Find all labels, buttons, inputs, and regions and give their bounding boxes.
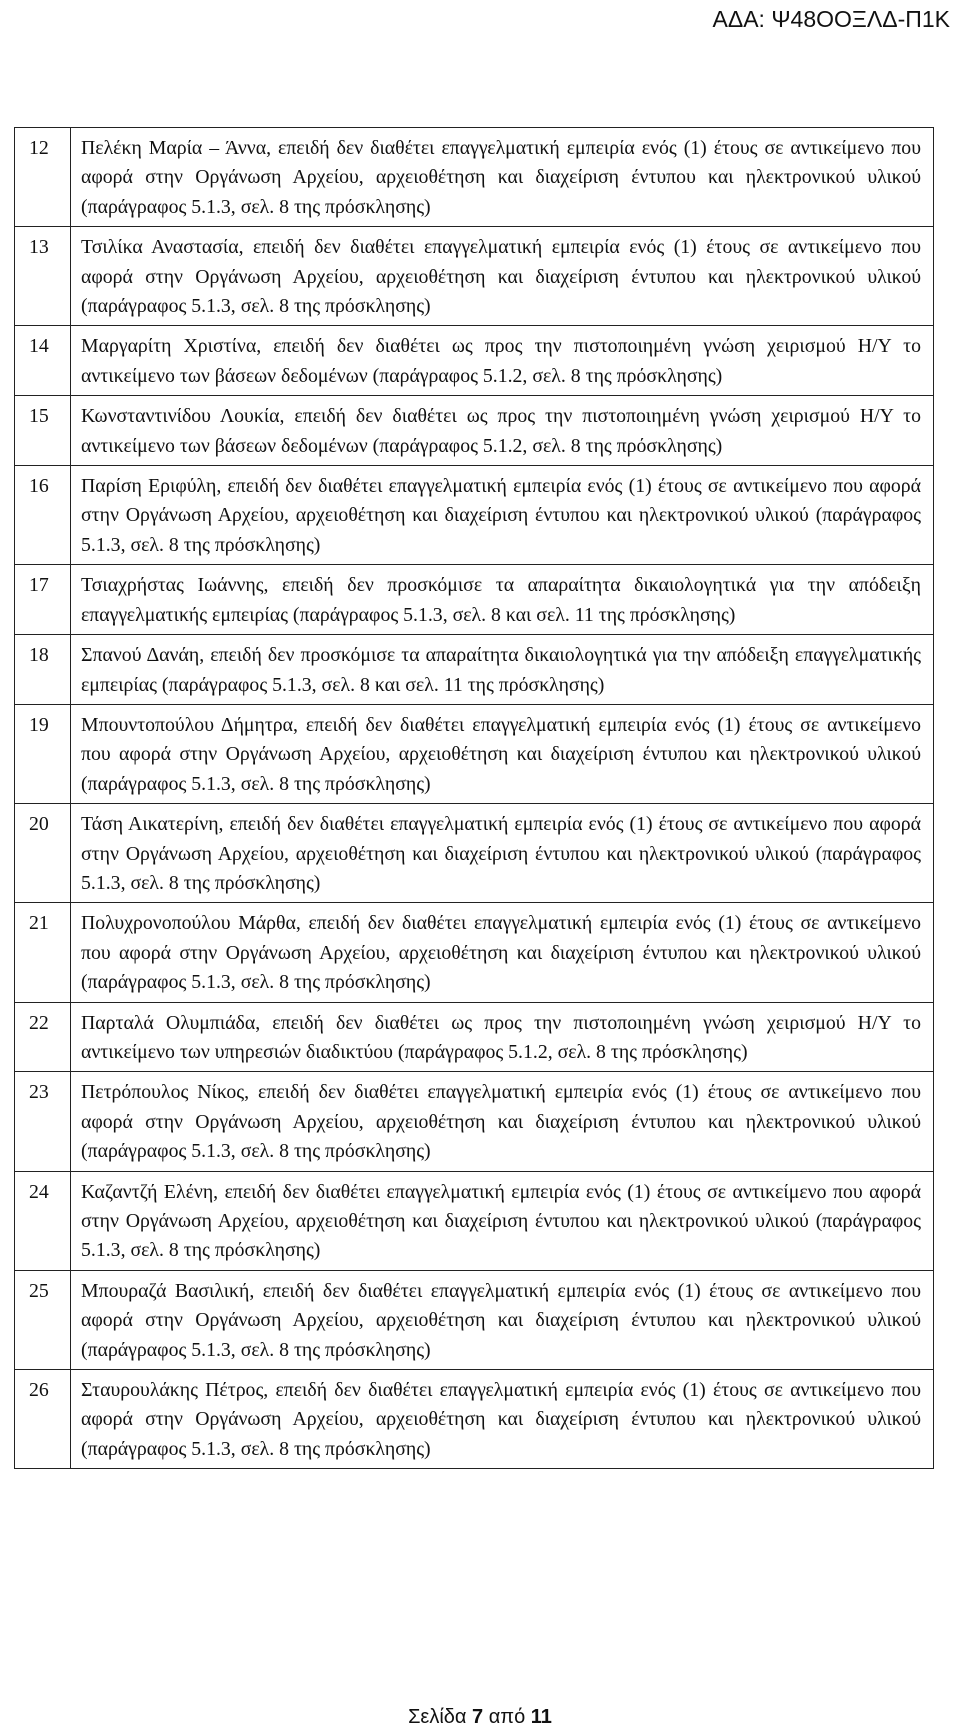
table-row <box>15 1072 934 1171</box>
table-row <box>15 1002 934 1072</box>
table-row <box>15 128 934 227</box>
row-text: Πολυχρονοπούλου Μάρθα, επειδή δεν διαθέτει επαγγελματική εμπειρία ενός (1) έτους σε αντικείμενο που αφορά στην Οργάνωση Αρχείου, αρχειοθέτηση και διαχείριση έντυπου και ηλεκτρονικού υλικού (παράγραφος 5.1.3, σελ. 8 της πρόσκλησης) <box>71 903 934 1002</box>
page-word: Σελίδα <box>408 1706 467 1728</box>
table-row <box>15 804 934 903</box>
row-text: Σταυρουλάκης Πέτρος, επειδή δεν διαθέτει επαγγελματική εμπειρία ενός (1) έτους σε αντικείμενο που αφορά στην Οργάνωση Αρχείου, αρχειοθέτηση και διαχείριση έντυπου και ηλεκτρονικού υλικού (παράγραφος 5.1.3, σελ. 8 της πρόσκλησης) <box>71 1370 934 1469</box>
row-number: 20 <box>15 804 71 903</box>
row-text: Μπουραζά Βασιλική, επειδή δεν διαθέτει επαγγελματική εμπειρία ενός (1) έτους σε αντικείμενο που αφορά στην Οργάνωση Αρχείου, αρχειοθέτηση και διαχείριση έντυπου και ηλεκτρονικού υλικού (παράγραφος 5.1.3, σελ. 8 της πρόσκλησης) <box>71 1270 934 1369</box>
row-number: 23 <box>15 1072 71 1171</box>
row-text: Κωνσταντινίδου Λουκία, επειδή δεν διαθέτει ως προς την πιστοποιημένη γνώση χειρισμού Η/Υ το αντικείμενο των βάσεων δεδομένων (παράγραφος 5.1.2, σελ. 8 της πρόσκλησης) <box>71 396 934 466</box>
row-text: Σπανού Δανάη, επειδή δεν προσκόμισε τα απαραίτητα δικαιολογητικά για την απόδειξη επαγγελματικής εμπειρίας (παράγραφος 5.1.3, σελ. 8 και σελ. 11 της πρόσκλησης) <box>71 635 934 705</box>
row-text: Καζαντζή Ελένη, επειδή δεν διαθέτει επαγγελματική εμπειρία ενός (1) έτους σε αντικείμενο που αφορά στην Οργάνωση Αρχείου, αρχειοθέτηση και διαχείριση έντυπου και ηλεκτρονικού υλικού (παράγραφος 5.1.3, σελ. 8 της πρόσκλησης) <box>71 1171 934 1270</box>
table-row <box>15 1370 934 1469</box>
row-number: 14 <box>15 326 71 396</box>
row-number: 13 <box>15 227 71 326</box>
table-row <box>15 1270 934 1369</box>
row-text: Παρταλά Ολυμπιάδα, επειδή δεν διαθέτει ως προς την πιστοποιημένη γνώση χειρισμού Η/Υ το αντικείμενο των υπηρεσιών διαδικτύου (παράγραφος 5.1.2, σελ. 8 της πρόσκλησης) <box>71 1002 934 1072</box>
of-word: από <box>488 1706 526 1728</box>
row-text: Τάση Αικατερίνη, επειδή δεν διαθέτει επαγγελματική εμπειρία ενός (1) έτους σε αντικείμενο που αφορά στην Οργάνωση Αρχείου, αρχειοθέτηση και διαχείριση έντυπου και ηλεκτρονικού υλικού (παράγραφος 5.1.3, σελ. 8 της πρόσκλησης) <box>71 804 934 903</box>
table-body <box>15 128 934 1469</box>
row-number: 15 <box>15 396 71 466</box>
table-row <box>15 227 934 326</box>
table-row <box>15 565 934 635</box>
table-row <box>15 704 934 803</box>
table-row <box>15 635 934 705</box>
table-row <box>15 396 934 466</box>
row-number: 17 <box>15 565 71 635</box>
row-number: 16 <box>15 466 71 565</box>
row-number: 25 <box>15 1270 71 1369</box>
row-number: 24 <box>15 1171 71 1270</box>
page-footer <box>0 1706 960 1729</box>
table-row <box>15 326 934 396</box>
row-text: Παρίση Εριφύλη, επειδή δεν διαθέτει επαγγελματική εμπειρία ενός (1) έτους σε αντικείμενο που αφορά στην Οργάνωση Αρχείου, αρχειοθέτηση και διαχείριση έντυπου και ηλεκτρονικού υλικού (παράγραφος 5.1.3, σελ. 8 της πρόσκλησης) <box>71 466 934 565</box>
row-number: 19 <box>15 704 71 803</box>
row-number: 22 <box>15 1002 71 1072</box>
row-number: 26 <box>15 1370 71 1469</box>
row-text: Μαργαρίτη Χριστίνα, επειδή δεν διαθέτει ως προς την πιστοποιημένη γνώση χειρισμού Η/Υ το αντικείμενο των βάσεων δεδομένων (παράγραφος 5.1.2, σελ. 8 της πρόσκλησης) <box>71 326 934 396</box>
page-total: 11 <box>530 1706 552 1728</box>
row-number: 18 <box>15 635 71 705</box>
row-text: Τσιαχρήστας Ιωάννης, επειδή δεν προσκόμισε τα απαραίτητα δικαιολογητικά για την απόδειξη επαγγελματικής εμπειρίας (παράγραφος 5.1.3, σελ. 8 και σελ. 11 της πρόσκλησης) <box>71 565 934 635</box>
ada-code: ΑΔΑ: Ψ48ΟΟΞΛΔ-Π1Κ <box>712 6 950 32</box>
page-current: 7 <box>472 1706 484 1728</box>
rejected-candidates-table <box>14 127 934 1469</box>
row-text: Πετρόπουλος Νίκος, επειδή δεν διαθέτει επαγγελματική εμπειρία ενός (1) έτους σε αντικείμενο που αφορά στην Οργάνωση Αρχείου, αρχειοθέτηση και διαχείριση έντυπου και ηλεκτρονικού υλικού (παράγραφος 5.1.3, σελ. 8 της πρόσκλησης) <box>71 1072 934 1171</box>
row-number: 21 <box>15 903 71 1002</box>
table-row <box>15 466 934 565</box>
table-row <box>15 903 934 1002</box>
table-row <box>15 1171 934 1270</box>
row-text: Μπουντοπούλου Δήμητρα, επειδή δεν διαθέτει επαγγελματική εμπειρία ενός (1) έτους σε αντικείμενο που αφορά στην Οργάνωση Αρχείου, αρχειοθέτηση και διαχείριση έντυπου και ηλεκτρονικού υλικού (παράγραφος 5.1.3, σελ. 8 της πρόσκλησης) <box>71 704 934 803</box>
row-text: Τσιλίκα Αναστασία, επειδή δεν διαθέτει επαγγελματική εμπειρία ενός (1) έτους σε αντικείμενο που αφορά στην Οργάνωση Αρχείου, αρχειοθέτηση και διαχείριση έντυπου και ηλεκτρονικού υλικού (παράγραφος 5.1.3, σελ. 8 της πρόσκλησης) <box>71 227 934 326</box>
row-text: Πελέκη Μαρία – Άννα, επειδή δεν διαθέτει επαγγελματική εμπειρία ενός (1) έτους σε αντικείμενο που αφορά στην Οργάνωση Αρχείου, αρχειοθέτηση και διαχείριση έντυπου και ηλεκτρονικού υλικού (παράγραφος 5.1.3, σελ. 8 της πρόσκλησης) <box>71 128 934 227</box>
row-number: 12 <box>15 128 71 227</box>
